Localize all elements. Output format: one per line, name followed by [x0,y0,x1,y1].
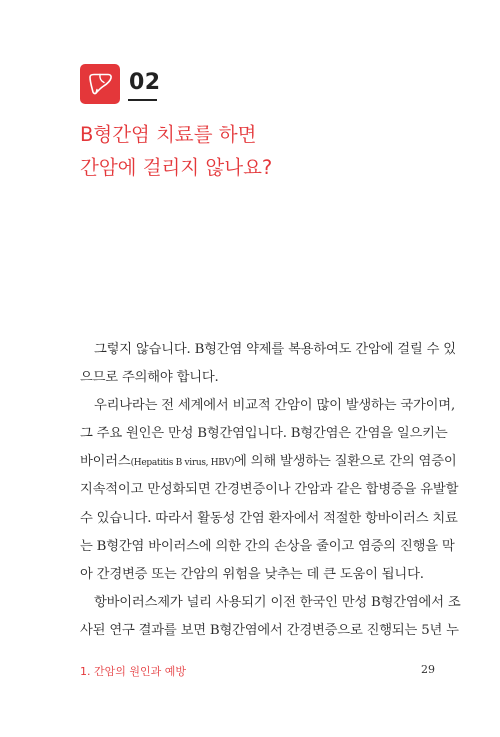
page-number: 29 [421,663,435,676]
body-text-segment: 바이러스 [80,454,131,470]
body-paragraphs [80,336,461,645]
body-line: 그렇지 않습니다. B형간염 약제를 복용하여도 간암에 걸릴 수 있 [94,342,456,357]
body-line: 그 주요 원인은 만성 B형간염입니다. B형간염은 간염을 일으키는 [80,426,448,442]
body-line: 사된 연구 결과를 보면 B형간염에서 간경변증으로 진행되는 5년 누 [80,622,459,638]
body-line: 우리나라는 전 세계에서 비교적 간암이 많이 발생하는 국가이며, [94,398,455,414]
body-line: 지속적이고 만성화되면 간경변증이나 간암과 같은 합병증을 유발할 [80,482,459,498]
hbv-abbreviation: (Hepatitis B virus, HBV) [130,458,235,469]
body-line: 으므로 주의해야 합니다. [80,370,219,386]
heading-line-2: 간암에 걸리지 않나요? [80,156,273,179]
question-heading [80,118,272,184]
chapter-number: 02 [129,70,161,95]
body-line: 는 B형간염 바이러스에 의한 간의 손상을 줄이고 염증의 진행을 막 [80,538,455,554]
body-line: 항바이러스제가 널리 사용되기 이전 한국인 만성 B형간염에서 조 [94,594,461,610]
body-text-segment: 에 의해 발생하는 질환으로 간의 염증이 [234,454,457,470]
chapter-underline [128,99,157,101]
footer-section-title: 1. 간암의 원인과 예방 [80,665,186,678]
liver-icon [87,73,113,95]
heading-line-1: B형간염 치료를 하면 [80,123,257,146]
chapter-badge [80,64,120,104]
body-line-with-abbreviation [80,448,457,476]
body-line: 아 간경변증 또는 간암의 위험을 낮추는 데 큰 도움이 됩니다. [80,566,424,582]
body-line: 수 있습니다. 따라서 활동성 간염 환자에서 적절한 항바이러스 치료 [80,510,458,526]
